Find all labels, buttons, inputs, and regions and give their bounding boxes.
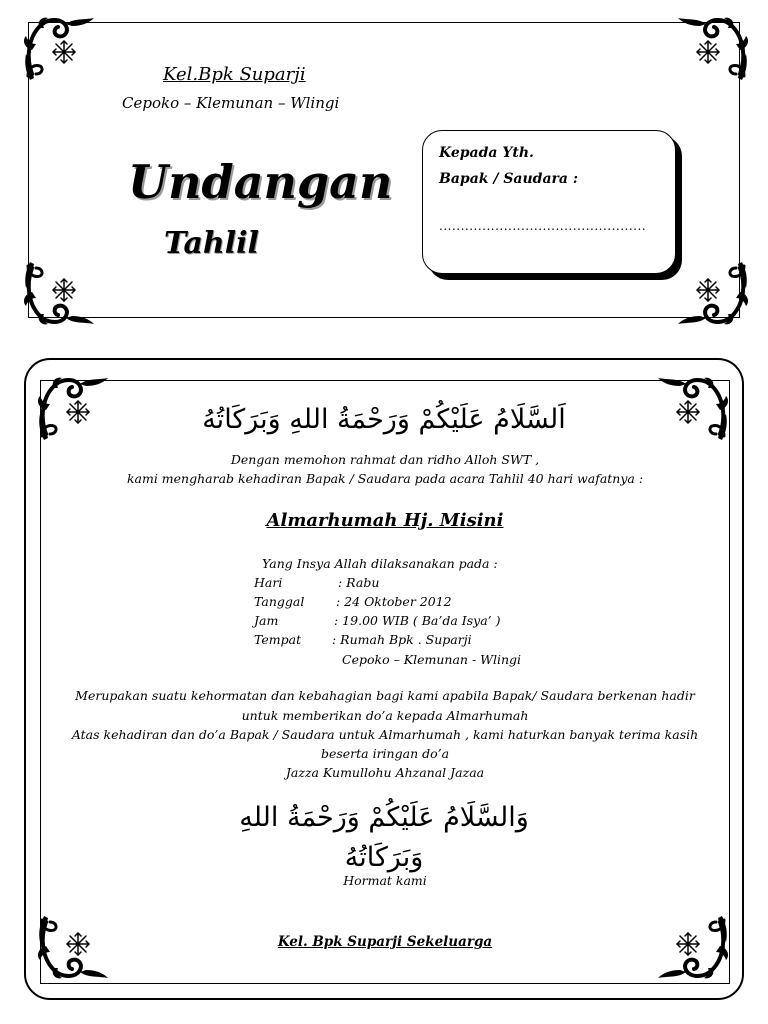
cover-title: Undangan [128, 155, 393, 209]
opening-line-1: Dengan memohon rahmat dan ridho Alloh SWT , [230, 452, 540, 467]
closing-line-5: Jazza Kumullohu Ahzanal Jazaa [285, 765, 485, 780]
schedule-label-date: Tanggal [254, 594, 305, 609]
address: Cepoko – Klemunan – Wlingi [122, 94, 340, 112]
schedule-value-date: : 24 Oktober 2012 [336, 594, 452, 609]
recipient-box [422, 130, 676, 274]
corner-ornament-icon [672, 14, 750, 84]
schedule-value-time: : 19.00 WIB ( Ba’da Isya’ ) [334, 613, 501, 628]
corner-ornament-icon [672, 258, 750, 328]
deceased-name: Almarhumah Hj. Misini [266, 510, 504, 531]
family-name: Kel.Bpk Suparji [163, 64, 306, 85]
closing-line-2: untuk memberikan do’a kepada Almarhumah [241, 708, 529, 723]
schedule-intro: Yang Insya Allah dilaksanakan pada : [262, 556, 498, 571]
schedule-label-time: Jam [254, 613, 279, 628]
regards: Hormat kami [343, 873, 427, 888]
arabic-greeting: اَلسَّلَامُ عَلَيْكُمْ وَرَحْمَةُ اللهِ وَبَرَكَاتُهُ [202, 404, 566, 435]
corner-ornament-icon [652, 374, 730, 444]
arabic-farewell: وَالسَّلَامُ عَلَيْكُمْ وَرَحْمَةُ اللهِ وَبَرَكَاتُهُ [239, 802, 529, 873]
closing-line-3: Atas kehadiran dan do’a Bapak / Saudara untuk Almarhumah , kami haturkan banyak terima kasih [71, 727, 699, 742]
corner-ornament-icon [36, 374, 114, 444]
signature: Kel. Bpk Suparji Sekeluarga [277, 934, 493, 950]
closing-line-1: Merupakan suatu kehormatan dan kebahagian bagi kami apabila Bapak/ Saudara berkenan hadir [75, 688, 695, 703]
recipient-salutation: Bapak / Saudara : [439, 171, 579, 187]
schedule-label-day: Hari [254, 575, 283, 590]
schedule-value-day: : Rabu [338, 575, 380, 590]
schedule-value-place: : Rumah Bpk . Suparji [332, 632, 472, 647]
corner-ornament-icon [22, 258, 100, 328]
recipient-to-label: Kepada Yth. [439, 145, 534, 161]
schedule-label-place: Tempat [254, 632, 302, 647]
opening-line-2: kami mengharab kehadiran Bapak / Saudara pada acara Tahlil 40 hari wafatnya : [126, 471, 644, 486]
schedule-place-line-2: Cepoko – Klemunan - Wlingi [342, 652, 522, 667]
closing-line-4: beserta iringan do’a [320, 746, 450, 761]
corner-ornament-icon [22, 14, 100, 84]
recipient-blank-line: ................................................ [439, 219, 647, 233]
cover-subtitle: Tahlil [164, 226, 259, 261]
